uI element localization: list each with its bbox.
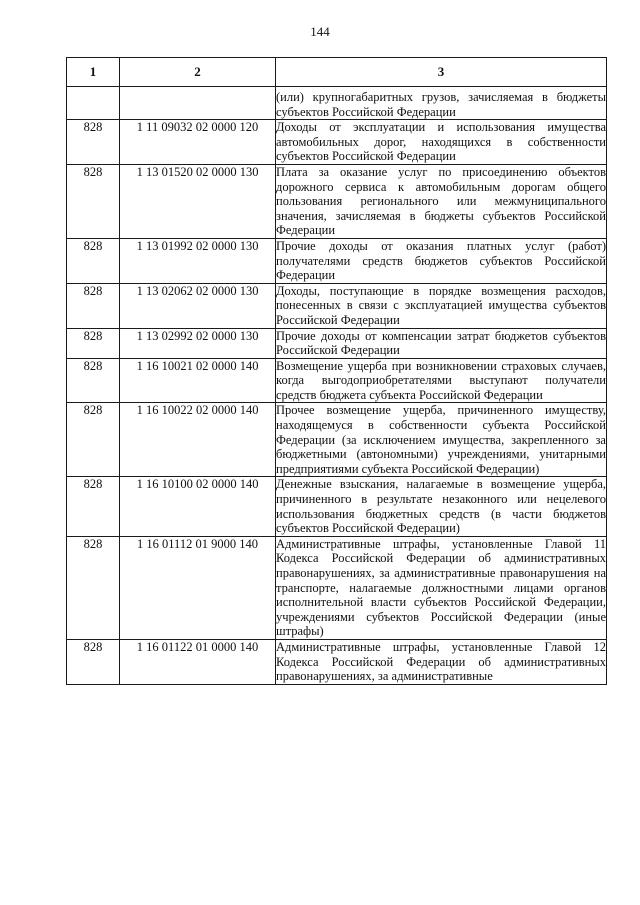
revenue-description-cell: Денежные взыскания, налагаемые в возмещение ущерба, причиненного в результате незаконного или нецелевого использования бюджетных средств (в части бюджетов субъектов Российской Федерации) <box>276 477 606 536</box>
table-row <box>67 536 607 639</box>
revenue-codes-table <box>66 57 607 685</box>
revenue-code-cell: 1 13 02992 02 0000 130 <box>120 328 276 358</box>
table-row <box>67 164 607 238</box>
revenue-description-cell: Доходы, поступающие в порядке возмещения расходов, понесенных в связи с эксплуатацией имущества субъектов Российской Федерации <box>276 283 606 327</box>
table-row <box>67 358 607 403</box>
revenue-description-cell: (или) крупногабаритных грузов, зачисляемая в бюджеты субъектов Российской Федерации <box>276 87 607 120</box>
revenue-description-cell: Прочее возмещение ущерба, причиненного имуществу, находящемуся в собственности субъекта Российской Федерации (за исключением имущества, закрепленного за бюджетными (автономными) учреждениями, унитарными предприятиями субъекта Российской Федерации) <box>276 403 606 476</box>
revenue-code-cell: 1 16 10100 02 0000 140 <box>120 477 276 536</box>
revenue-code-cell: 1 11 09032 02 0000 120 <box>120 120 276 165</box>
table-row <box>67 639 607 684</box>
table-header-row <box>67 58 607 87</box>
revenue-code-cell: 1 16 01112 01 9000 140 <box>120 536 276 639</box>
table-row <box>67 120 607 165</box>
header-col-2: 2 <box>120 58 276 87</box>
admin-code-cell: 828 <box>67 358 120 403</box>
header-col-1: 1 <box>67 58 120 87</box>
admin-code-cell: 828 <box>67 283 120 328</box>
admin-code-cell: 828 <box>67 536 120 639</box>
table-row <box>67 87 607 120</box>
revenue-description-cell: Административные штрафы, установленные Главой 11 Кодекса Российской Федерации об административных правонарушениях, за административные правонарушения на транспорте, налагаемые должностными лицами органов исполнительной власти субъектов Российской Федерации, учреждениями субъектов Российской Федерации (иные штрафы) <box>276 536 606 639</box>
revenue-description-cell: Прочие доходы от оказания платных услуг (работ) получателями средств бюджетов субъектов Российской Федерации <box>276 238 606 283</box>
admin-code-cell: 828 <box>67 328 120 358</box>
revenue-description-cell: Возмещение ущерба при возникновении страховых случаев, когда выгодоприобретателями выступают получатели средств бюджета субъекта Российской Федерации <box>276 358 606 402</box>
table-row <box>67 238 607 283</box>
table-row <box>67 283 607 328</box>
table-row <box>67 477 607 536</box>
revenue-code-cell <box>120 87 276 120</box>
header-col-3: 3 <box>276 58 607 87</box>
revenue-code-cell: 1 16 10021 02 0000 140 <box>120 358 276 403</box>
admin-code-cell: 828 <box>67 164 120 238</box>
page-number: 144 <box>310 24 330 39</box>
revenue-code-cell: 1 13 01520 02 0000 130 <box>120 164 276 238</box>
table-row <box>67 403 607 477</box>
admin-code-cell: 828 <box>67 477 120 536</box>
revenue-description-cell: Административные штрафы, установленные Главой 12 Кодекса Российской Федерации об административных правонарушениях, за административные <box>276 639 606 684</box>
admin-code-cell: 828 <box>67 639 120 684</box>
revenue-code-cell: 1 13 01992 02 0000 130 <box>120 238 276 283</box>
table-row <box>67 328 607 358</box>
admin-code-cell <box>67 87 120 120</box>
revenue-description-cell: Плата за оказание услуг по присоединению объектов дорожного сервиса к автомобильным дорогам общего пользования регионального или межмуниципального значения, зачисляемая в бюджеты субъектов Российской Федерации <box>276 164 606 238</box>
revenue-description-cell: Прочие доходы от компенсации затрат бюджетов субъектов Российской Федерации <box>276 328 606 358</box>
revenue-code-cell: 1 13 02062 02 0000 130 <box>120 283 276 328</box>
admin-code-cell: 828 <box>67 120 120 165</box>
admin-code-cell: 828 <box>67 403 120 477</box>
admin-code-cell: 828 <box>67 238 120 283</box>
revenue-code-cell: 1 16 10022 02 0000 140 <box>120 403 276 477</box>
revenue-description-cell: Доходы от эксплуатации и использования имущества автомобильных дорог, находящихся в собственности субъектов Российской Федерации <box>276 120 606 164</box>
revenue-code-cell: 1 16 01122 01 0000 140 <box>120 639 276 684</box>
